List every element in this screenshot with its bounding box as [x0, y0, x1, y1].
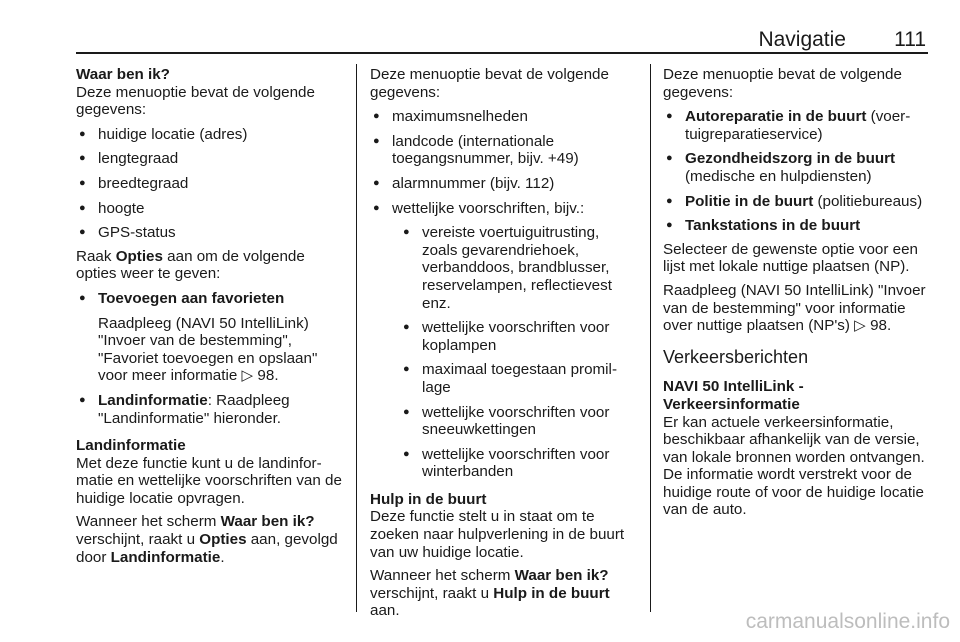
sublist-item: ● maximaal toegestaan promillage	[370, 361, 636, 396]
paragraph: Deze menuoptie bevat de volgende gegevens:	[76, 83, 315, 119]
paragraph: Wanneer het scherm Waar ben ik? verschijnt, raakt u Hulp in de buurt aan.	[370, 567, 610, 620]
page-number: 111	[894, 28, 926, 51]
paragraph: Deze menuoptie bevat de volgende gegevens:	[663, 66, 902, 101]
section-heading: Hulp in de buurt	[370, 490, 487, 508]
list-item: ● Landinformatie: Raadpleeg "Landinformatie" hieronder.	[76, 392, 348, 427]
list-item-text: Raadpleeg (NAVI 50 IntelliLink) "Invoer van de bestemming", "Favoriet toevoegen en opslaan" voor meer informatie ▷ 98.	[98, 314, 318, 385]
paragraph: Met deze functie kunt u de landinformatie en wettelijke voorschriften van de huidige locatie opvragen.	[76, 454, 342, 507]
list-item: ● wettelijke voorschriften, bijv.:	[370, 200, 636, 218]
column-3	[663, 66, 933, 519]
list-item: ● Politie in de buurt (politiebureaus)	[663, 193, 933, 211]
paragraph: Selecteer de gewenste optie voor een lijst met lokale nuttige plaatsen (NP).	[663, 240, 918, 276]
column-divider	[356, 64, 357, 612]
list-item: ● maximumsnelheden	[370, 108, 636, 126]
arrow-ref-icon: ▷	[241, 367, 254, 385]
section-heading: Verkeersberichten	[663, 346, 809, 367]
column-2	[370, 66, 636, 620]
subsection-heading: NAVI 50 IntelliLink - Verkeersinformatie	[663, 378, 804, 413]
section-heading: Landinformatie	[76, 437, 186, 455]
sublist-item: ● wettelijke voorschriften voor sneeuwkettingen	[370, 404, 636, 439]
list-item: ● Gezondheidszorg in de buurt (medische en hulpdiensten)	[663, 150, 933, 185]
section-heading: Waar ben ik?	[76, 66, 170, 83]
paragraph: Deze menuoptie bevat de volgende gegevens:	[370, 66, 609, 101]
paragraph: Raadpleeg (NAVI 50 IntelliLink) "Invoer van de bestemming" voor informatie over nuttige plaatsen (NP's) ▷ 98.	[663, 281, 926, 335]
paragraph: Wanneer het scherm Waar ben ik? verschijnt, raakt u Opties aan, gevolgd door Landinformatie.	[76, 513, 338, 566]
arrow-ref-icon: ▷	[854, 317, 866, 335]
column-1	[76, 66, 348, 566]
list-item: ● breedtegraad	[76, 175, 348, 193]
list-item: ● GPS-status	[76, 224, 348, 242]
watermark: carmanualsonline.info	[745, 610, 950, 633]
column-divider	[650, 64, 651, 612]
list-item: ● landcode (internationale toegangsnummer, bijv. +49)	[370, 133, 636, 168]
paragraph: Deze functie stelt u in staat om te zoeken naar hulpverlening in de buurt van uw huidige locatie.	[370, 508, 625, 561]
list-item: ● hoogte	[76, 200, 348, 218]
list-item: ● Autoreparatie in de buurt (voertuigreparatieservice)	[663, 108, 933, 143]
paragraph: Er kan actuele verkeersinformatie, beschikbaar afhankelijk van de versie, van lokale bronnen worden ontvangen. De informatie wordt verstrekt voor de huidige route of voor de huidige locatie van de auto.	[663, 413, 925, 519]
page-title: Navigatie	[758, 28, 846, 51]
list-item: ● huidige locatie (adres)	[76, 126, 348, 144]
list-item: ● alarmnummer (bijv. 112)	[370, 175, 636, 193]
sublist-item: ● wettelijke voorschriften voor koplampen	[370, 319, 636, 354]
list-item: ● Toevoegen aan favorieten	[76, 290, 348, 308]
page-header	[76, 22, 928, 54]
sublist-item: ● wettelijke voorschriften voor winterbanden	[370, 446, 636, 481]
sublist-item: ● vereiste voertuiguitrusting, zoals gevarendriehoek, verbanddoos, brandblusser, reservelampen, reflectievest enz.	[370, 224, 636, 312]
list-item: ● Tankstations in de buurt	[663, 217, 933, 235]
paragraph: Raak Opties aan om de volgende opties weer te geven:	[76, 247, 305, 283]
list-item: ● lengtegraad	[76, 150, 348, 168]
